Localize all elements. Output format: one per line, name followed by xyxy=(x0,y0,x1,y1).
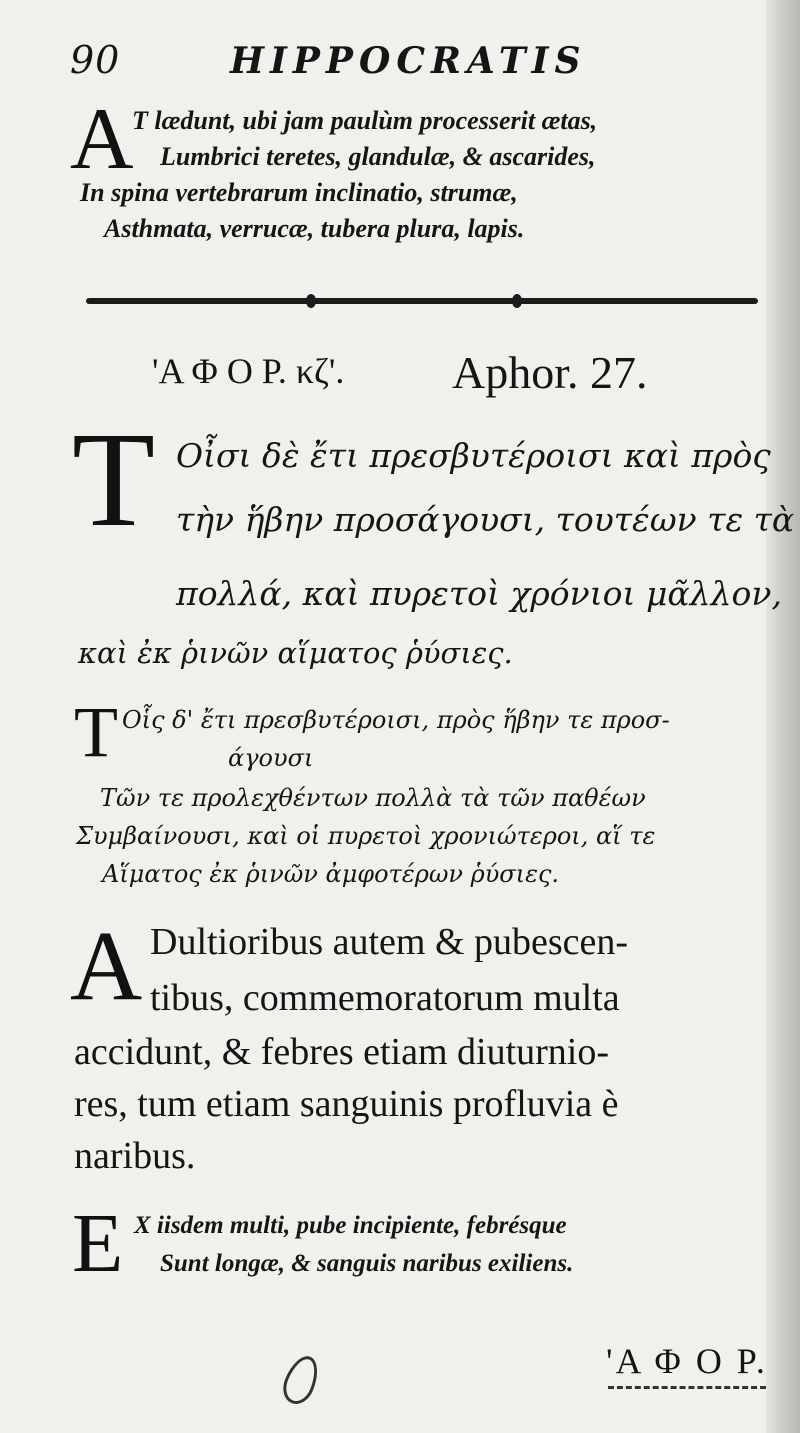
page-gutter-shadow xyxy=(766,0,800,1433)
verse-one-line-1: T lædunt, ubi jam paulùm processerit ætas, xyxy=(132,106,598,135)
greek-verse-line-2: άγουσι xyxy=(228,744,314,772)
ornament-mark xyxy=(278,1351,325,1409)
page-number: 90 xyxy=(70,38,121,82)
rule-ornament xyxy=(306,294,316,308)
ornamental-rule xyxy=(86,298,758,304)
latin-prose-line-5: naribus. xyxy=(74,1135,196,1177)
drop-cap-a: A xyxy=(70,91,134,188)
verse-one-line-2: Lumbrici teretes, glandulæ, & ascarides, xyxy=(160,142,596,171)
verse-one-line-3: In spina vertebrarum inclinatio, strumæ, xyxy=(80,178,518,207)
catchword: 'Α Φ Ο Ρ. xyxy=(606,1341,768,1381)
drop-cap-t: T xyxy=(72,405,156,555)
verse-two-line-2: Sunt longæ, & sanguis naribus exiliens. xyxy=(160,1250,574,1277)
greek-text-line-3: πολλά, καὶ πυρετοὶ χρόνιοι μᾶλλον, xyxy=(176,574,782,613)
greek-text-line-4: καὶ ἐκ ῥινῶν αἵματος ῥύσιες. xyxy=(78,636,513,670)
running-title: HIPPOCRATIS xyxy=(230,40,587,82)
latin-prose-line-2: tibus, commemoratorum multa xyxy=(150,977,620,1019)
aphorism-latin-label: Aphor. 27. xyxy=(452,347,648,398)
latin-prose-line-4: res, tum etiam sanguinis profluvia è xyxy=(74,1083,619,1125)
greek-verse-line-3: Τῶν τε προλεχθέντων πολλὰ τὰ τῶν παθέων xyxy=(100,784,646,812)
drop-cap-t-small: T xyxy=(74,692,118,772)
greek-verse-line-5: Αἵματος ἐκ ῥινῶν ἀμφοτέρων ῥύσιες. xyxy=(102,860,560,888)
verse-one-line-4: Asthmata, verrucæ, tubera plura, lapis. xyxy=(104,214,525,243)
latin-prose-line-1: Dultioribus autem & pubescen- xyxy=(150,921,629,963)
greek-verse-line-1: Οἷς δ' ἔτι πρεσβυτέροισι, πρὸς ἥβην τε προσ- xyxy=(122,706,670,734)
greek-verse-line-4: Συμβαίνουσι, καὶ οἱ πυρετοὶ χρονιώτεροι, αἵ τε xyxy=(76,822,656,850)
verse-two-line-1: X iisdem multi, pube incipiente, febrésque xyxy=(134,1212,567,1239)
greek-text-line-2: τὴν ἥβην προσάγουσι, τουτέων τε τὰ xyxy=(176,500,795,539)
aphorism-greek-label: 'Α Φ Ο Ρ. κζ'. xyxy=(152,351,345,391)
latin-prose-line-3: accidunt, & febres etiam diuturnio- xyxy=(74,1031,609,1073)
greek-text-line-1: Οἶσι δὲ ἔτι πρεσβυτέροισι καὶ πρὸς xyxy=(176,436,771,475)
catchword-underline xyxy=(608,1386,766,1389)
drop-cap-e: E xyxy=(72,1197,124,1290)
drop-cap-a-large: A xyxy=(70,910,143,1021)
rule-ornament xyxy=(512,294,522,308)
